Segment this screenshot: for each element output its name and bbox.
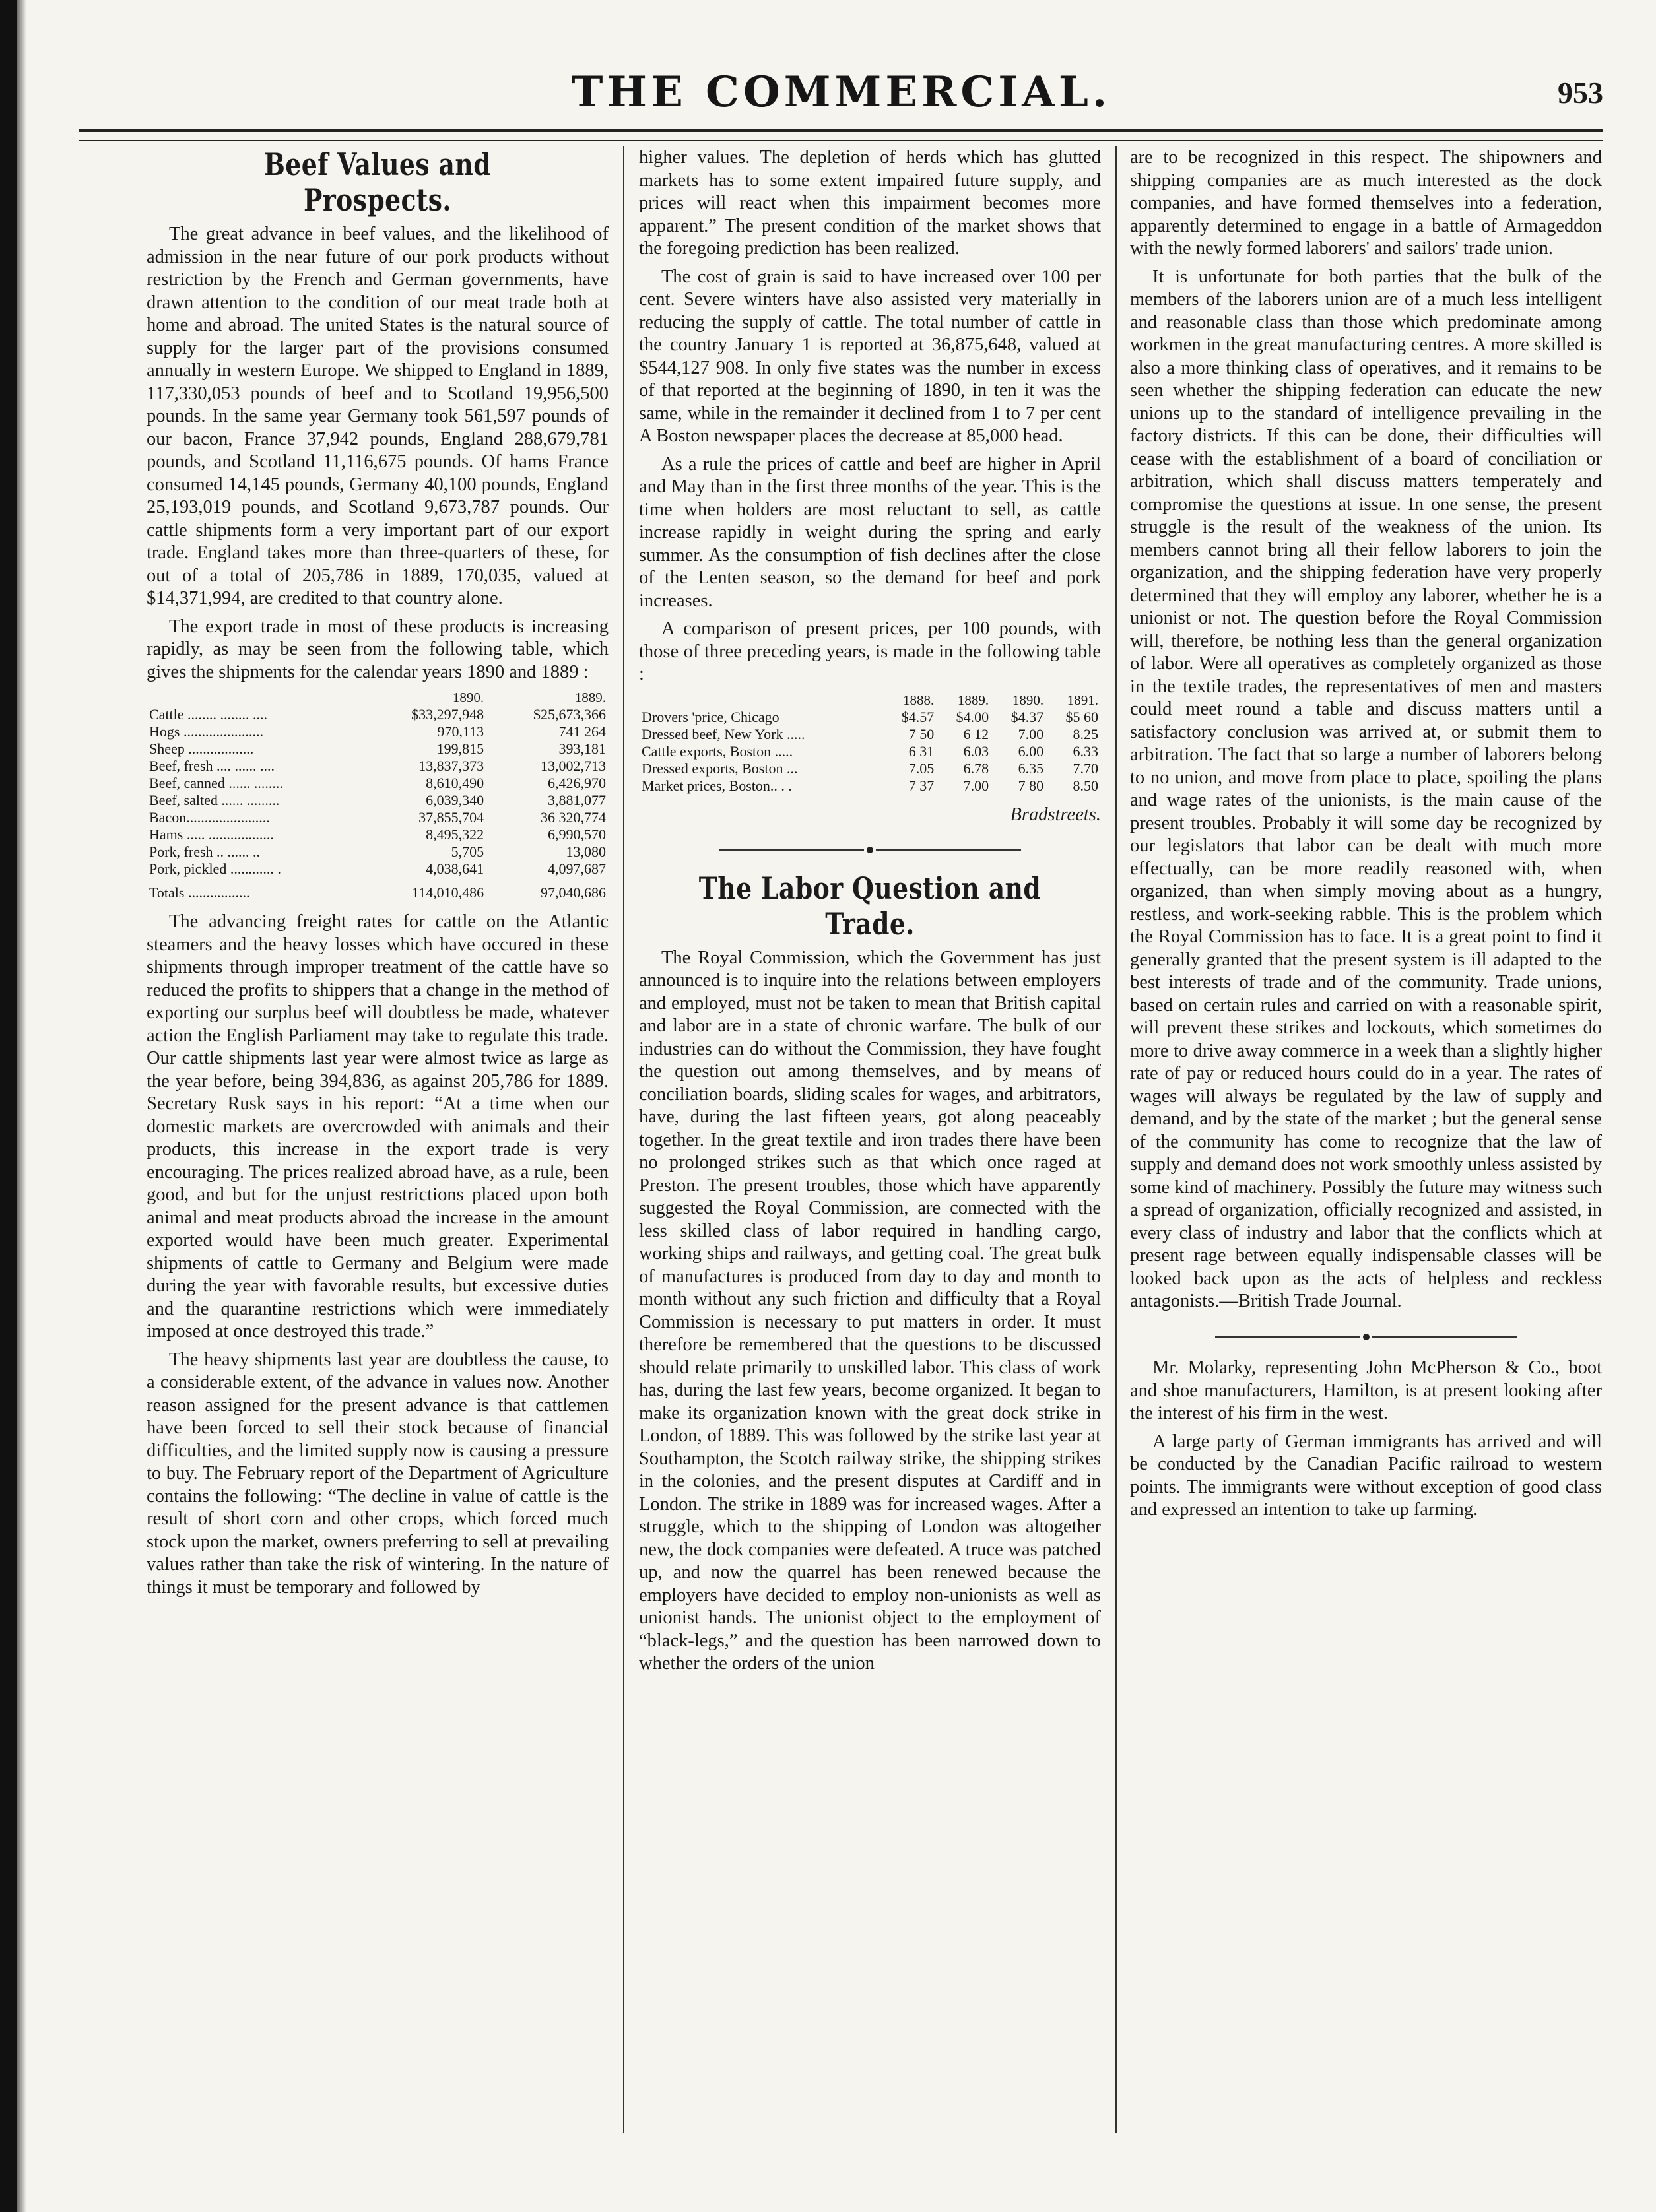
table-header-row — [639, 692, 1101, 709]
column-1 — [147, 146, 609, 2133]
table-cell: 13,080 — [566, 843, 606, 860]
page-number: 953 — [1558, 76, 1603, 110]
table-cell: 7.05 — [908, 760, 935, 777]
table-cell: 7.00 — [1018, 725, 1044, 742]
paragraph: higher values. The depletion of herds which has glutted markets has to some extent impaired future supply, and prices will react when this impairment becomes more apparent.” The present condition of the market shows that the foregoing prediction has been realized. — [639, 147, 1101, 259]
table-cell: 6 31 — [908, 742, 935, 760]
masthead — [79, 61, 1603, 133]
column-rule-1 — [623, 146, 624, 2133]
export-table — [147, 689, 609, 901]
table-row — [147, 758, 609, 775]
article-headline-beef: Beef Values and Prospects. — [263, 146, 491, 218]
table-cell: 37,855,704 — [418, 809, 484, 826]
table-cell: 741 264 — [558, 723, 606, 740]
table-header: 1890. — [452, 690, 484, 705]
table-cell: Market prices, Boston.. . . — [642, 777, 792, 794]
paragraph: A large party of German immigrants has arrived and will be conducted by the Canadian Pacific railroad to western points. The immigrants were without exception of good class and expressed an intention to take up farming. — [1130, 1431, 1602, 1520]
table-cell: 6,426,970 — [548, 775, 606, 791]
masthead-title: THE COMMERCIAL. — [571, 67, 1111, 117]
table-row — [147, 792, 609, 809]
source-credit: Bradstreets. — [1010, 804, 1101, 825]
table-cell: Pork, pickled ............ . — [149, 861, 281, 877]
table-row — [147, 826, 609, 843]
table-row — [639, 743, 1101, 760]
table-cell: 8,610,490 — [426, 775, 484, 791]
paragraph: It is unfortunate for both parties that the bulk of the members of the laborers union are of a much less intelligent and reasonable class than those which predominate among workmen in the great manufacturing centres. A more skilled is also a more thinking class of operatives, and it remains to be seen whether the shipping federation can educate the new unions up to the standard of intelligence prevailing in the factory districts. If this can be done, their difficulties will cease with the establishment of a board of conciliation or arbitration, which shall discuss matters temperately and compromise the questions at issue. In one sense, the present struggle is the result of the weakness of the union. Its members cannot bring all their fellow laborers to join the organization, and the shipping federation have very properly determined that they will employ any laborer, whether he is a unionist or not. The question before the Royal Commission will, therefore, be nothing less than the general organization of labor. Were all operatives as completely organized as those in the textile trades, the representatives of men and masters could meet round a table and discuss matters until a satisfactory conclusion was arrived at, or submit them to arbitration. The fact that so large a number of laborers belong to no union, and move from place to place, spoiling the plans and wage rates of the unionists, is the main cause of the present troubles. Probably it will some day be recognized by our legislators that labor can be dealt with much more effectually, can be more readily reasoned with, when organized, than when simply moving about as a hungry, restless, and work-seeking rabble. This is the problem which the Royal Commission has to face. It is a great point to find it generally granted that the present system is ill adapted to the best interests of trade and of the community. Trade unions, based on certain rules and carried on with a reasonable spirit, will prevent these strikes and lockouts, which sometimes do more to drive away commerce in a week than a slightly higher rate of pay or reduced hours could do in a year. The rates of wages will always be regulated by the law of supply and demand, and by the state of the market ; but the general sense of the community has come to recognize that the law of supply and demand does not work smoothly unless assisted by some kind of machinery. Possibly the future may witness such a spread of organization, officially recognized and assisted, in every class of industry and labor that the conflicts which at present rage between equally indispensable classes will be looked back upon as the acts of helpless and reckless antagonists.—British Trade Journal. — [1130, 266, 1602, 1311]
table-header-row — [147, 689, 609, 706]
table-cell: 6.78 — [963, 760, 989, 777]
table-cell: 4,038,641 — [426, 861, 484, 877]
table-cell: Dressed beef, New York ..... — [642, 725, 805, 742]
table-cell: 393,181 — [558, 740, 606, 757]
table-row — [147, 775, 609, 792]
paragraph: The advancing freight rates for cattle on the Atlantic steamers and the heavy losses which have occured in these shipments through improper treatment of the cattle have so reduced the profits to shippers that a change in the method of exporting our surplus beef will doubtless be made, whatever action the English Parliament may take to regulate this trade. Our cattle shipments last year were almost twice as large as the year before, being 394,836, as against 205,786 for 1889. Secretary Rusk says in his report: “At a time when our domestic markets are overcrowded with animals and their products, this increase in the export trade is very encouraging. The prices realized abroad have, as a rule, been good, and but for the unjust restrictions placed upon both animal and meat products abroad the increase in the amount exported would have been much greater. Experimental shipments of cattle to Germany and Belgium were made during the year with favorable results, but excessive duties and the quarantine restrictions which were immediately imposed at once destroyed this trade.” — [147, 911, 609, 1342]
table-cell: 6.00 — [1018, 742, 1044, 760]
table-row — [147, 861, 609, 878]
table-header: 1889. — [957, 692, 989, 708]
paragraph: As a rule the prices of cattle and beef are higher in April and May than in the first three months of the year. This is the time when holders are most reluctant to sell, as cattle increase rapidly in weight during the spring and early summer. As the consumption of fish declines after the close of the Lenten season, so the demand for beef and pork increases. — [639, 453, 1101, 611]
table-cell: 6.03 — [963, 742, 989, 760]
table-cell: Cattle exports, Boston ..... — [642, 742, 793, 760]
table-cell: 13,002,713 — [541, 758, 606, 774]
table-cell: $4.00 — [956, 708, 989, 725]
table-row — [639, 726, 1101, 743]
table-cell: Cattle ........ ........ .... — [149, 706, 268, 723]
paragraph: Mr. Molarky, representing John McPherson & Co., boot and shoe manufacturers, Hamilton, is at present looking after the interest of his firm in the west. — [1130, 1357, 1602, 1423]
table-cell: 199,815 — [436, 740, 484, 757]
table-cell: 7.70 — [1073, 760, 1098, 777]
table-cell: Dressed exports, Boston ... — [642, 760, 798, 777]
table-cell: 7.00 — [963, 777, 989, 794]
table-row — [639, 709, 1101, 726]
table-cell: $33,297,948 — [411, 706, 484, 723]
paragraph: The export trade in most of these products is increasing rapidly, as may be seen from the following table, which gives the shipments for the calendar years 1890 and 1889 : — [147, 616, 609, 682]
table-cell: $4.37 — [1010, 708, 1044, 725]
paragraph: The great advance in beef values, and the likelihood of admission in the near future of our pork products without restriction by the French and German governments, have drawn attention to the condition of our meat trade both at home and abroad. The united States is the natural source of supply for the larger part of the provisions consumed annually in western Europe. We shipped to England in 1889, 117,330,053 pounds of beef and to Scotland 19,956,500 pounds. In the same year Germany took 561,597 pounds of our bacon, France 37,942 pounds, England 288,679,781 pounds, and Scotland 11,116,675 pounds. Of hams France consumed 14,145 pounds, Germany 40,100 pounds, England 25,193,019 pounds, and Scotland 9,673,787 pounds. Our cattle shipments form a very important part of our export trade. England takes more than three-quarters of these, for out of a total of 205,786 in 1889, 170,035, valued at $14,371,994, are credited to that country alone. — [147, 224, 609, 608]
table-row — [639, 777, 1101, 795]
table-header: 1888. — [903, 692, 935, 708]
table-row — [147, 723, 609, 740]
article-headline-labor: The Labor Question and Trade. — [698, 870, 1042, 942]
table-row — [639, 760, 1101, 777]
table-cell: Bacon....................... — [149, 809, 270, 826]
table-cell: 4,097,687 — [548, 861, 606, 877]
table-cell: Pork, fresh .. ...... .. — [149, 843, 261, 860]
table-cell: 13,837,373 — [418, 758, 484, 774]
table-header — [639, 692, 882, 709]
table-header — [147, 689, 364, 706]
binding-edge — [0, 0, 17, 2212]
table-cell: 7 50 — [908, 725, 935, 742]
table-header: 1889. — [574, 690, 606, 705]
table-cell: 97,040,686 — [541, 884, 606, 901]
table-cell: 7 37 — [908, 777, 935, 794]
table-cell: 8.25 — [1073, 725, 1098, 742]
table-cell: 5,705 — [451, 843, 484, 860]
table-row — [147, 843, 609, 861]
table-cell: 6 12 — [963, 725, 989, 742]
table-cell: 6,039,340 — [426, 792, 484, 808]
table-cell: Beef, canned ...... ........ — [149, 775, 283, 791]
table-header: 1891. — [1067, 692, 1098, 708]
table-cell: 6.33 — [1073, 742, 1098, 760]
paragraph: The Royal Commission, which the Government has just announced is to inquire into the relations between employers and employed, must not be taken to mean that British capital and labor are in a state of chronic warfare. The bulk of our industries can do without the Commission, they have fought the question out among themselves, and by means of conciliation boards, sliding scales for wages, and arbitrators, have, during the last fifteen years, got along peaceably together. In the great textile and iron trades there have been no prolonged strikes such as that which once raged at Preston. The present troubles, those which have apparently suggested the Royal Commission, are connected with the less skilled class of labor required in handling cargo, working ships and railways, and getting coal. The great bulk of manufactures is produced from day to day and month to month without any such friction and difficulty that a Royal Commission is necessary to put matters in order. It must therefore be remembered that the questions to be discussed should relate primarily to unskilled labor. This class of work has, during the last few years, become organized. It began to make its organization known with the great dock strike in London, of 1889. This was followed by the strike last year at Southampton, the Scotch railway strike, the shipping strikes in the colonies, and the present disputes at Cardiff and in London. The strike in 1889 was for increased wages. After a struggle, which to the shipping of London was altogether new, the dock companies were defeated. A truce was patched up, and now the quarrel has been renewed because the employers have decided to employ non-unionists as well as unionist hands. The unionist object to the employment of “black-legs,” and the question has been narrowed down to whether the orders of the union — [639, 947, 1101, 1674]
table-cell: 6,990,570 — [548, 826, 606, 843]
table-row — [147, 809, 609, 826]
table-cell: Totals ................. — [149, 884, 250, 901]
table-cell: 8,495,322 — [426, 826, 484, 843]
section-separator — [639, 838, 1101, 861]
table-header: 1890. — [1012, 692, 1044, 708]
paragraph: The heavy shipments last year are doubtless the cause, to a considerable extent, of the advance in values now. Another reason assigned for the present advance is that cattlemen have been forced to sell their stock because of financial difficulties, and the limited supply now is causing a pressure to buy. The February report of the Department of Agriculture contains the following: “The decline in value of cattle is the result of short corn and other crops, which forced much stock upon the market, owners preferring to sell at prevailing values rather than take the risk of wintering. In the nature of things it must be temporary and followed by — [147, 1349, 609, 1598]
table-row — [147, 706, 609, 723]
table-cell: $5 60 — [1065, 708, 1098, 725]
table-cell: Hams ..... .................. — [149, 826, 274, 843]
column-3 — [1130, 146, 1602, 2133]
table-cell: $25,673,366 — [533, 706, 606, 723]
table-cell: 7 80 — [1018, 777, 1044, 794]
table-cell: 114,010,486 — [411, 884, 484, 901]
table-cell: 6.35 — [1018, 760, 1044, 777]
table-cell: Hogs ...................... — [149, 723, 263, 740]
binding-shadow — [17, 0, 26, 2212]
column-rule-2 — [1115, 146, 1117, 2133]
table-cell: Drovers 'price, Chicago — [642, 708, 779, 725]
table-cell: Beef, salted ...... ......... — [149, 792, 280, 808]
table-total-row — [147, 878, 609, 901]
table-row — [147, 740, 609, 758]
table-cell: 8.50 — [1073, 777, 1098, 794]
table-cell: 3,881,077 — [548, 792, 606, 808]
masthead-rule — [79, 129, 1603, 141]
table-cell: $4.57 — [901, 708, 935, 725]
table-cell: 970,113 — [437, 723, 484, 740]
table-cell: Beef, fresh .... ...... .... — [149, 758, 275, 774]
column-2 — [639, 146, 1101, 2133]
table-cell: Sheep .................. — [149, 740, 254, 757]
table-cell: 36 320,774 — [541, 809, 606, 826]
section-separator — [1130, 1325, 1602, 1348]
price-table — [639, 692, 1101, 795]
paragraph: are to be recognized in this respect. The shipowners and shipping companies are as much interested as the dock companies, and have formed themselves into a federation, apparently determined to engage in a battle of Armageddon with the newly formed laborers' and sailors' trade union. — [1130, 147, 1602, 259]
paragraph: The cost of grain is said to have increased over 100 per cent. Severe winters have also assisted very materially in reducing the supply of cattle. The total number of cattle in the country January 1 is reported at 36,875,648, valued at $544,127 908. In only five states was the number in excess of that reported at the beginning of 1890, in ten it was the same, while in the remainder it declined from 1 to 7 per cent A Boston newspaper places the decrease at 85,000 head. — [639, 266, 1101, 446]
paragraph: A comparison of present prices, per 100 pounds, with those of three preceding years, is made in the following table : — [639, 618, 1101, 684]
